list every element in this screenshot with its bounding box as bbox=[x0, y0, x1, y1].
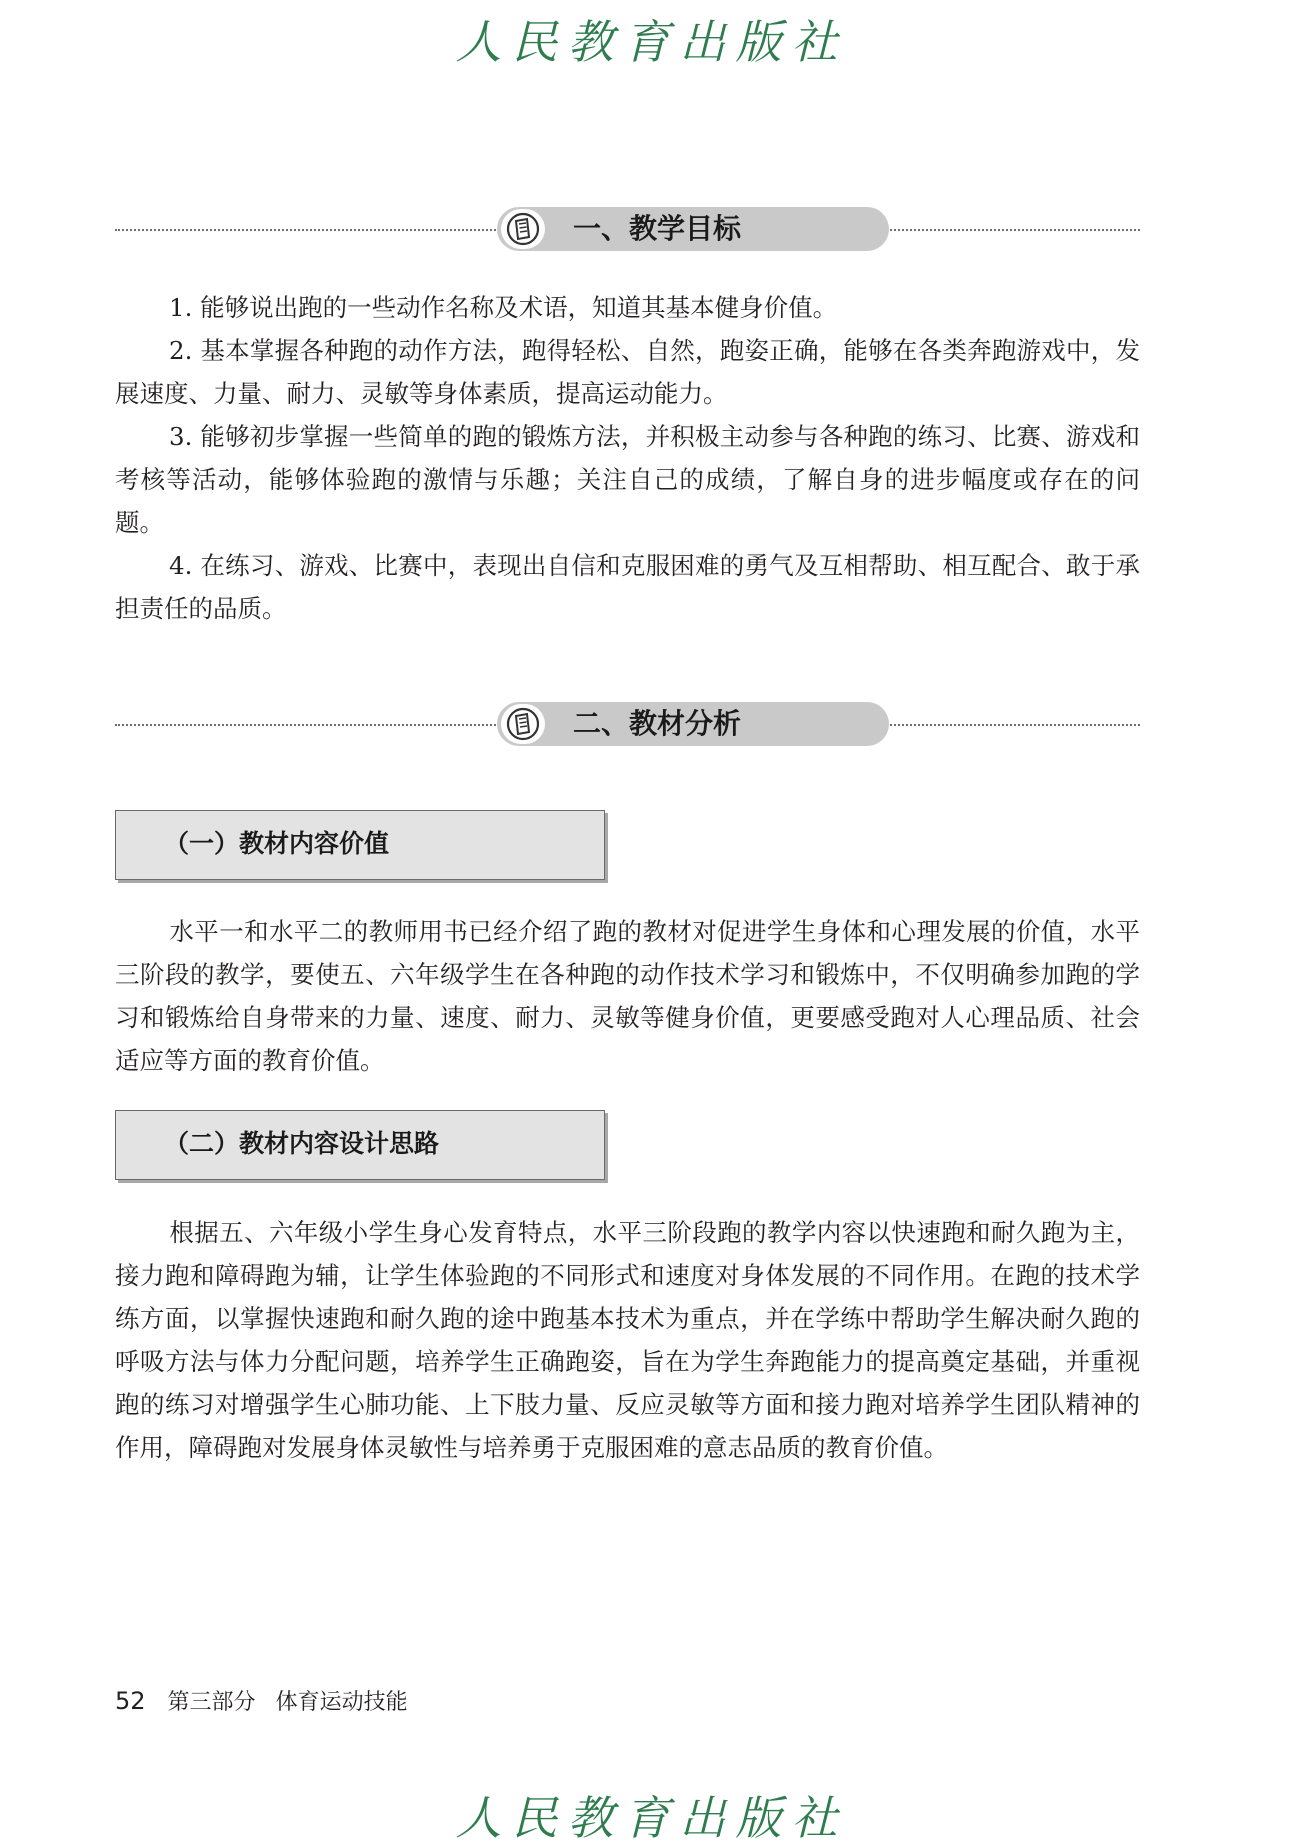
footer-chapter: 体育运动技能 bbox=[275, 1690, 408, 1715]
goal-paragraph-2: 2. 基本掌握各种跑的动作方法，跑得轻松、自然，跑姿正确，能够在各类奔跑游戏中，发展速度、力量、耐力、灵敏等身体素质，提高运动能力。 bbox=[115, 336, 1140, 408]
publisher-watermark-bottom: 人民教育出版社 bbox=[455, 1791, 848, 1845]
page-footer bbox=[115, 1683, 408, 1719]
subsection-title: （一）教材内容价值 bbox=[164, 829, 390, 858]
subsection-paragraph-design-ideas: 根据五、六年级小学生身心发育特点，水平三阶段跑的教学内容以快速跑和耐久跑为主，接力跑和障碍跑为辅，让学生体验跑的不同形式和速度对身体发展的不同作用。在跑的技术学练方面，以掌握快速跑和耐久跑的途中跑基本技术为重点，并在学练中帮助学生解决耐久跑的呼吸方法与体力分配问题，培养学生正确跑姿，旨在为学生奔跑能力的提高奠定基础，并重视跑的练习对增强学生心肺功能、上下肢力量、反应灵敏等方面和接力跑对培养学生团队精神的作用，障碍跑对发展身体灵敏性与培养勇于克服困难的意志品质的教育价值。 bbox=[115, 1218, 1140, 1462]
page-number: 52 bbox=[115, 1687, 146, 1715]
section-title: 一、教学目标 bbox=[573, 212, 742, 245]
section-header-material-analysis bbox=[115, 702, 1140, 748]
book-icon bbox=[501, 209, 545, 249]
subsection-header-content-value bbox=[115, 810, 605, 880]
subsection-header-design-ideas bbox=[115, 1110, 605, 1180]
footer-part: 第三部分 bbox=[167, 1690, 256, 1715]
goal-paragraph-4: 4. 在练习、游戏、比赛中，表现出自信和克服困难的勇气及互相帮助、相互配合、敢于承担责任的品质。 bbox=[115, 551, 1140, 623]
goal-paragraph-1: 1. 能够说出跑的一些动作名称及术语，知道其基本健身价值。 bbox=[169, 293, 838, 322]
book-icon bbox=[501, 704, 545, 744]
subsection-paragraph-content-value: 水平一和水平二的教师用书已经介绍了跑的教材对促进学生身体和心理发展的价值，水平三阶段的教学，要使五、六年级学生在各种跑的动作技术学习和锻炼中，不仅明确参加跑的学习和锻炼给自身带来的力量、速度、耐力、灵敏等健身价值，更要感受跑对人心理品质、社会适应等方面的教育价值。 bbox=[115, 917, 1140, 1075]
goal-paragraph-3: 3. 能够初步掌握一些简单的跑的锻炼方法，并积极主动参与各种跑的练习、比赛、游戏和考核等活动，能够体验跑的激情与乐趣；关注自己的成绩，了解自身的进步幅度或存在的问题。 bbox=[115, 422, 1140, 537]
section-title: 二、教材分析 bbox=[573, 707, 742, 740]
section-header-teaching-goals bbox=[115, 207, 1140, 253]
subsection-title: （二）教材内容设计思路 bbox=[164, 1129, 440, 1158]
publisher-watermark-top: 人民教育出版社 bbox=[455, 15, 848, 69]
